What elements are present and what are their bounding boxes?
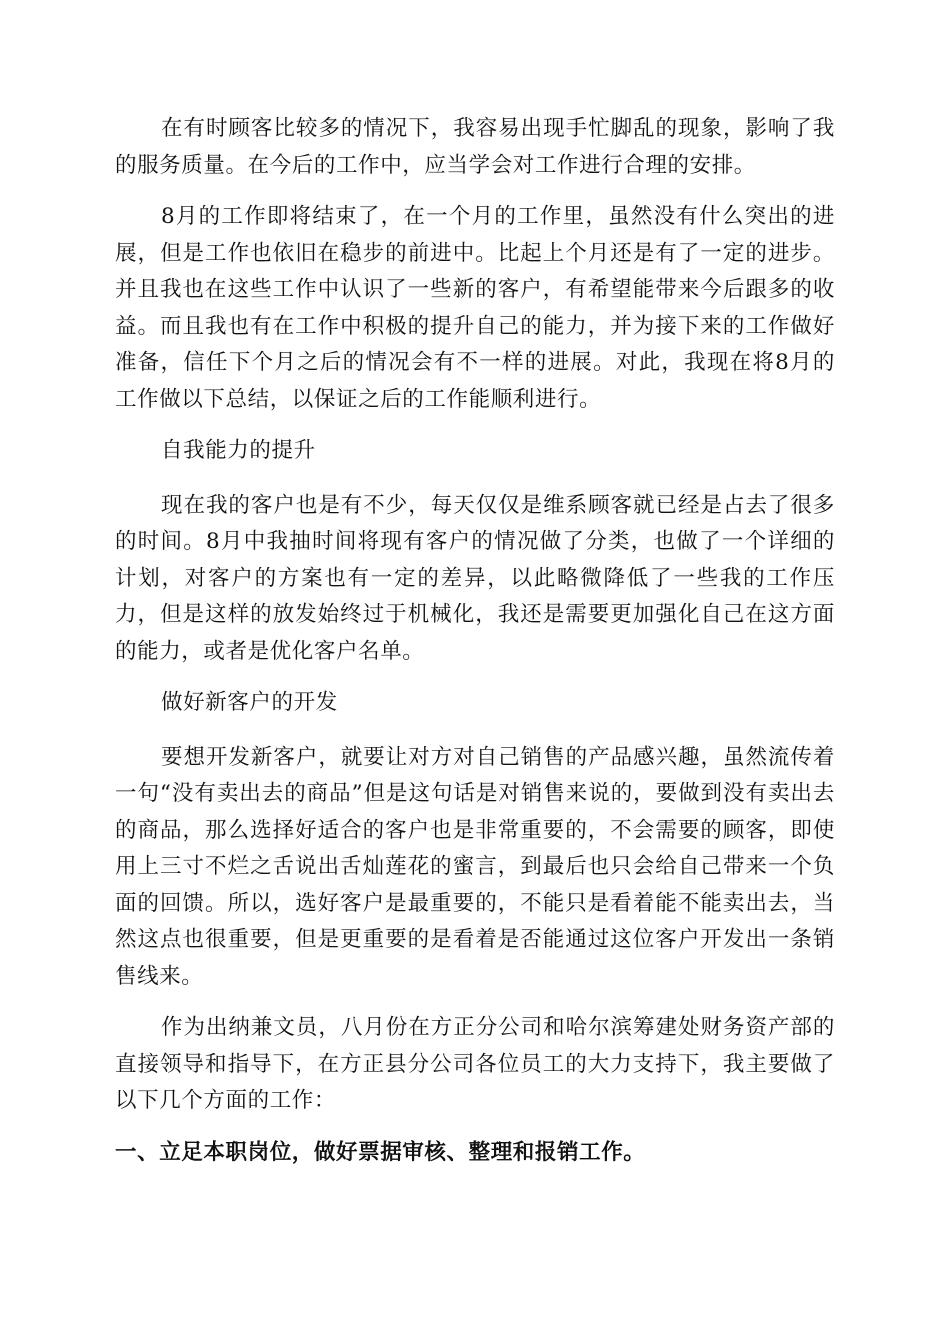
paragraph-cashier-role: 作为出纳兼文员，八月份在方正分公司和哈尔滨筹建处财务资产部的直接领导和指导下，在方正县分公司各位员工的大力支持下，我主要做了以下几个方面的工作： — [115, 1015, 835, 1113]
paragraph-august-summary: 8月的工作即将结束了，在一个月的工作里，虽然没有什么突出的进展，但是工作也依旧在稳步的前进中。比起上个月还是有了一定的进步。并且我也在这些工作中认识了一些新的客户，有希望能带来今后跟多的收益。而且我也有在工作中积极的提升自己的能力，并为接下来的工作做好准备，信任下个月之后的情况会有不一样的进展。对此，我现在将8月的工作做以下总结，以保证之后的工作能顺利进行。 — [115, 204, 835, 412]
paragraph-client-management: 现在我的客户也是有不少，每天仅仅是维系顾客就已经是占去了很多的时间。8月中我抽时间将现有客户的情况做了分类，也做了一个详细的计划，对客户的方案也有一定的差异，以此略微降低了一些我的工作压力，但是这样的放发始终过于机械化，我还是需要更加强化自己在这方面的能力，或者是优化客户名单。 — [115, 492, 835, 664]
section-heading-self-improvement: 自我能力的提升 — [161, 438, 316, 463]
paragraph-service-quality: 在有时顾客比较多的情况下，我容易出现手忙脚乱的现象，影响了我的服务质量。在今后的工作中，应当学会对工作进行合理的安排。 — [115, 116, 835, 178]
section-heading-new-clients: 做好新客户的开发 — [161, 690, 338, 715]
paragraph-new-client-development: 要想开发新客户，就要让对方对自己销售的产品感兴趣，虽然流传着一句“没有卖出去的商品”但是这句话是对销售来说的，要做到没有卖出去的商品，那么选择好适合的客户也是非常重要的，不会需要的顾客，即使用上三寸不烂之舌说出舌灿莲花的蜜言，到最后也只会给自己带来一个负面的回馈。所以，选好客户是最重要的，不能只是看着能不能卖出去，当然这点也很重要，但是更重要的是看着是否能通过这位客户开发出一条销售线来。 — [115, 744, 835, 989]
section-heading-bill-review: 一、立足本职岗位，做好票据审核、整理和报销工作。 — [115, 1139, 646, 1165]
document-body — [115, 111, 835, 1171]
